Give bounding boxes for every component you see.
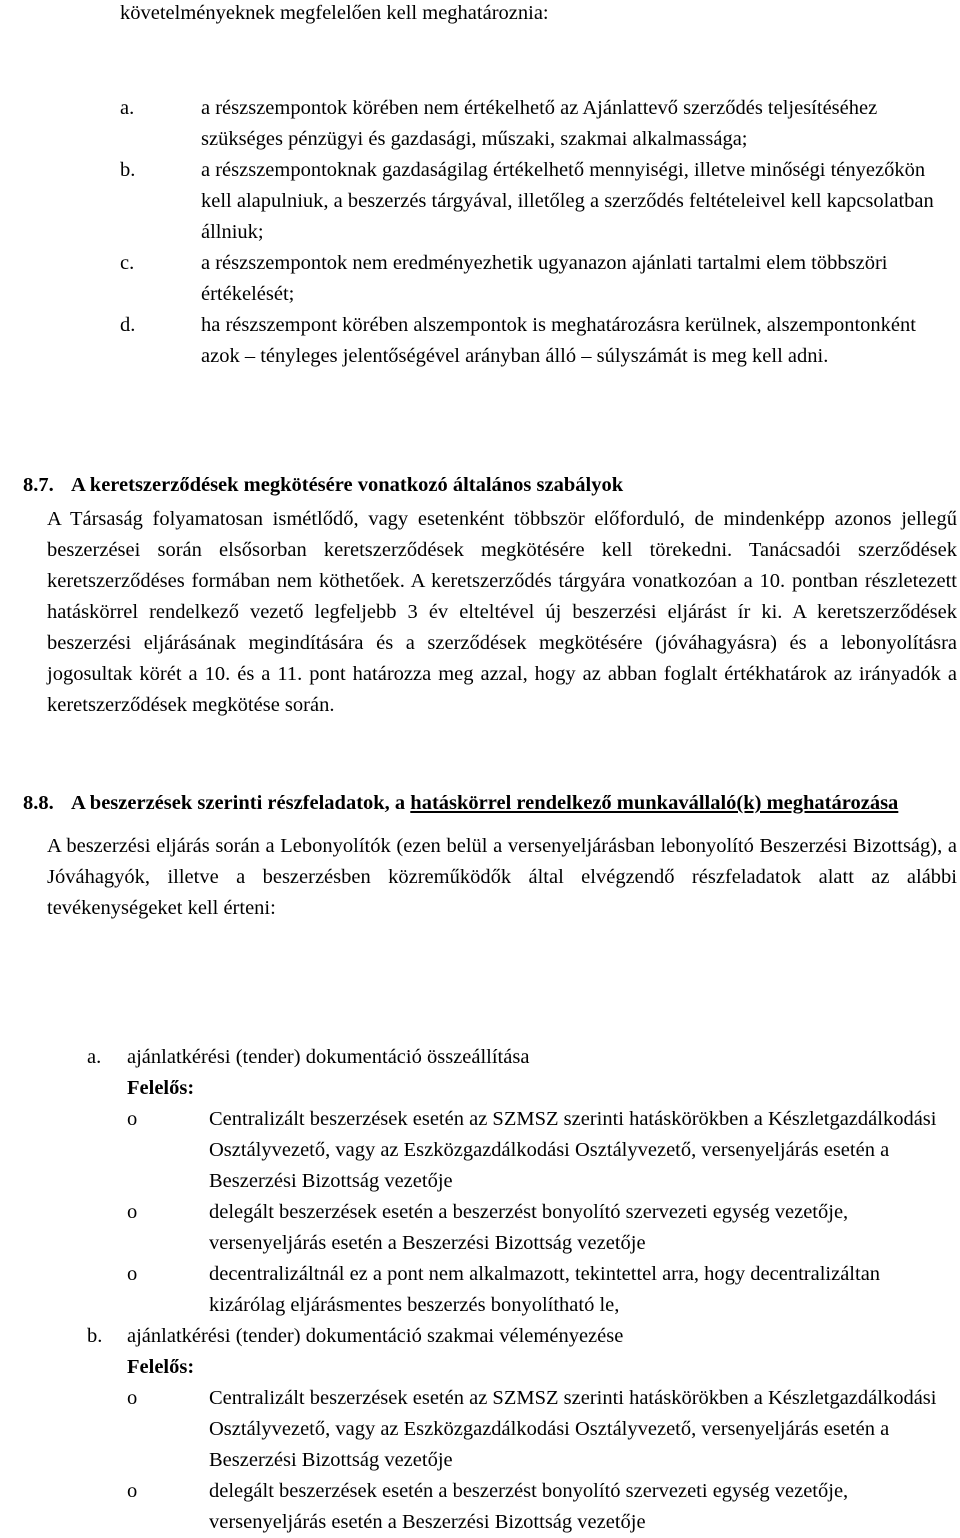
task-heading [87,1042,947,1073]
task-label: a. [87,1046,102,1068]
list-item [127,1259,947,1321]
task-title: ajánlatkérési (tender) dokumentáció összeállítása [127,1046,530,1068]
list-item [120,93,955,155]
task-item [87,1321,947,1538]
list-item-text: a részszempontok körében nem értékelhető az Ajánlattevő szerződés teljesítéséhez szükséges pénzügyi és gazdasági, műszaki, szakmai alkalmassága; [201,97,878,150]
circle-bullet-icon: o [127,1480,138,1502]
responsible-label: Felelős: [127,1356,195,1378]
task-heading [87,1321,947,1352]
list-item [120,310,955,372]
section-heading [23,470,957,501]
list-item-label: a. [120,97,135,119]
list-item-text: Centralizált beszerzések esetén az SZMSZ szerinti hatáskörökben a Készletgazdálkodási Osztályvezető, vagy az Eszközgazdálkodási Osztályvezető, versenyeljárás esetén a Beszerzési Bizottság vezetője [209,1387,937,1471]
circle-bullet-icon: o [127,1263,138,1285]
task-title: ajánlatkérési (tender) dokumentáció szakmai véleményezése [127,1325,624,1347]
responsible-label: Felelős: [127,1077,195,1099]
task-list [87,1042,947,1538]
section-title [71,788,898,819]
list-item-label: d. [120,314,136,336]
list-item [127,1383,947,1476]
list-item [127,1476,947,1538]
section-title: A keretszerződések megkötésére vonatkozó általános szabályok [71,474,624,496]
criteria-list [120,93,955,372]
list-item [120,248,955,310]
section-title-underlined: hatáskörrel rendelkező munkavállaló(k) meghatározása [410,792,899,814]
list-item-text: ha részszempont körében alszempontok is meghatározásra kerülnek, alszempontonként azok – tényleges jelentőségével arányban álló – súlyszámát is meg kell adni. [201,314,916,367]
task-item [87,1042,947,1321]
intro-text: követelményeknek megfelelően kell meghatároznia: [120,2,549,24]
section-title-part: A beszerzések szerinti részfeladatok, a [71,792,411,814]
circle-bullet-icon: o [127,1108,138,1130]
list-item-text: delegált beszerzések esetén a beszerzést bonyolító szervezeti egység vezetője, versenyeljárás esetén a Beszerzési Bizottság vezetője [209,1480,849,1533]
list-item-text: decentralizáltnál ez a pont nem alkalmazott, tekintettel arra, hogy decentralizáltan kizárólag eljárásmentes beszerzés bonyolítható le, [209,1263,881,1316]
section-body: A beszerzési eljárás során a Lebonyolítók (ezen belül a versenyeljárásban lebonyolító Beszerzési Bizottság), a Jóváhagyók, illetve a beszerzésben közreműködők által elvégzendő részfeladatok alatt az alábbi tevékenységeket kell érteni: [47,835,957,919]
list-item-text: a részszempontoknak gazdaságilag értékelhető mennyiségi, illetve minőségi tényezőkön kell alapulniuk, a beszerzés tárgyával, illetőleg a szerződés feltételeivel kell kapcsolatban állniuk; [201,159,934,243]
list-item-label: c. [120,252,135,274]
section-heading [23,788,957,819]
section-body: A Társaság folyamatosan ismétlődő, vagy esetenként többször előforduló, de mindenképp azonos jellegű beszerzései során elsősorban keretszerződések megkötésére kell törekedni. Tanácsadói szerződések keretszerződéses formában nem köthetőek. A keretszerződés tárgyára vonatkozóan a 10. pontban részletezett hatáskörrel rendelkező vezető legfeljebb 3 év elteltével új beszerzési eljárást ír ki. A keretszerződések beszerzési eljárásának megindítására és a szerződések megkötésére (jóváhagyásra) és a lebonyolításra jogosultak körét a 10. és a 11. pont határozza meg azzal, hogy az abban foglalt értékhatárok az irányadók a keretszerződések megkötése során. [47,508,957,716]
circle-bullet-icon: o [127,1387,138,1409]
list-item [120,155,955,248]
section-8-8 [23,788,957,924]
section-8-7 [23,470,957,721]
list-item-text: Centralizált beszerzések esetén az SZMSZ szerinti hatáskörökben a Készletgazdálkodási Osztályvezető, vagy az Eszközgazdálkodási Osztályvezető, versenyeljárás esetén a Beszerzési Bizottság vezetője [209,1108,937,1192]
section-number: 8.8. [23,792,54,814]
list-item [127,1197,947,1259]
list-item-text: a részszempontok nem eredményezhetik ugyanazon ajánlati tartalmi elem többszöri értékelését; [201,252,888,305]
list-item [127,1104,947,1197]
circle-bullet-icon: o [127,1201,138,1223]
section-number: 8.7. [23,474,54,496]
list-item-text: delegált beszerzések esetén a beszerzést bonyolító szervezeti egység vezetője, versenyeljárás esetén a Beszerzési Bizottság vezetője [209,1201,849,1254]
list-item-label: b. [120,159,136,181]
task-label: b. [87,1325,103,1347]
